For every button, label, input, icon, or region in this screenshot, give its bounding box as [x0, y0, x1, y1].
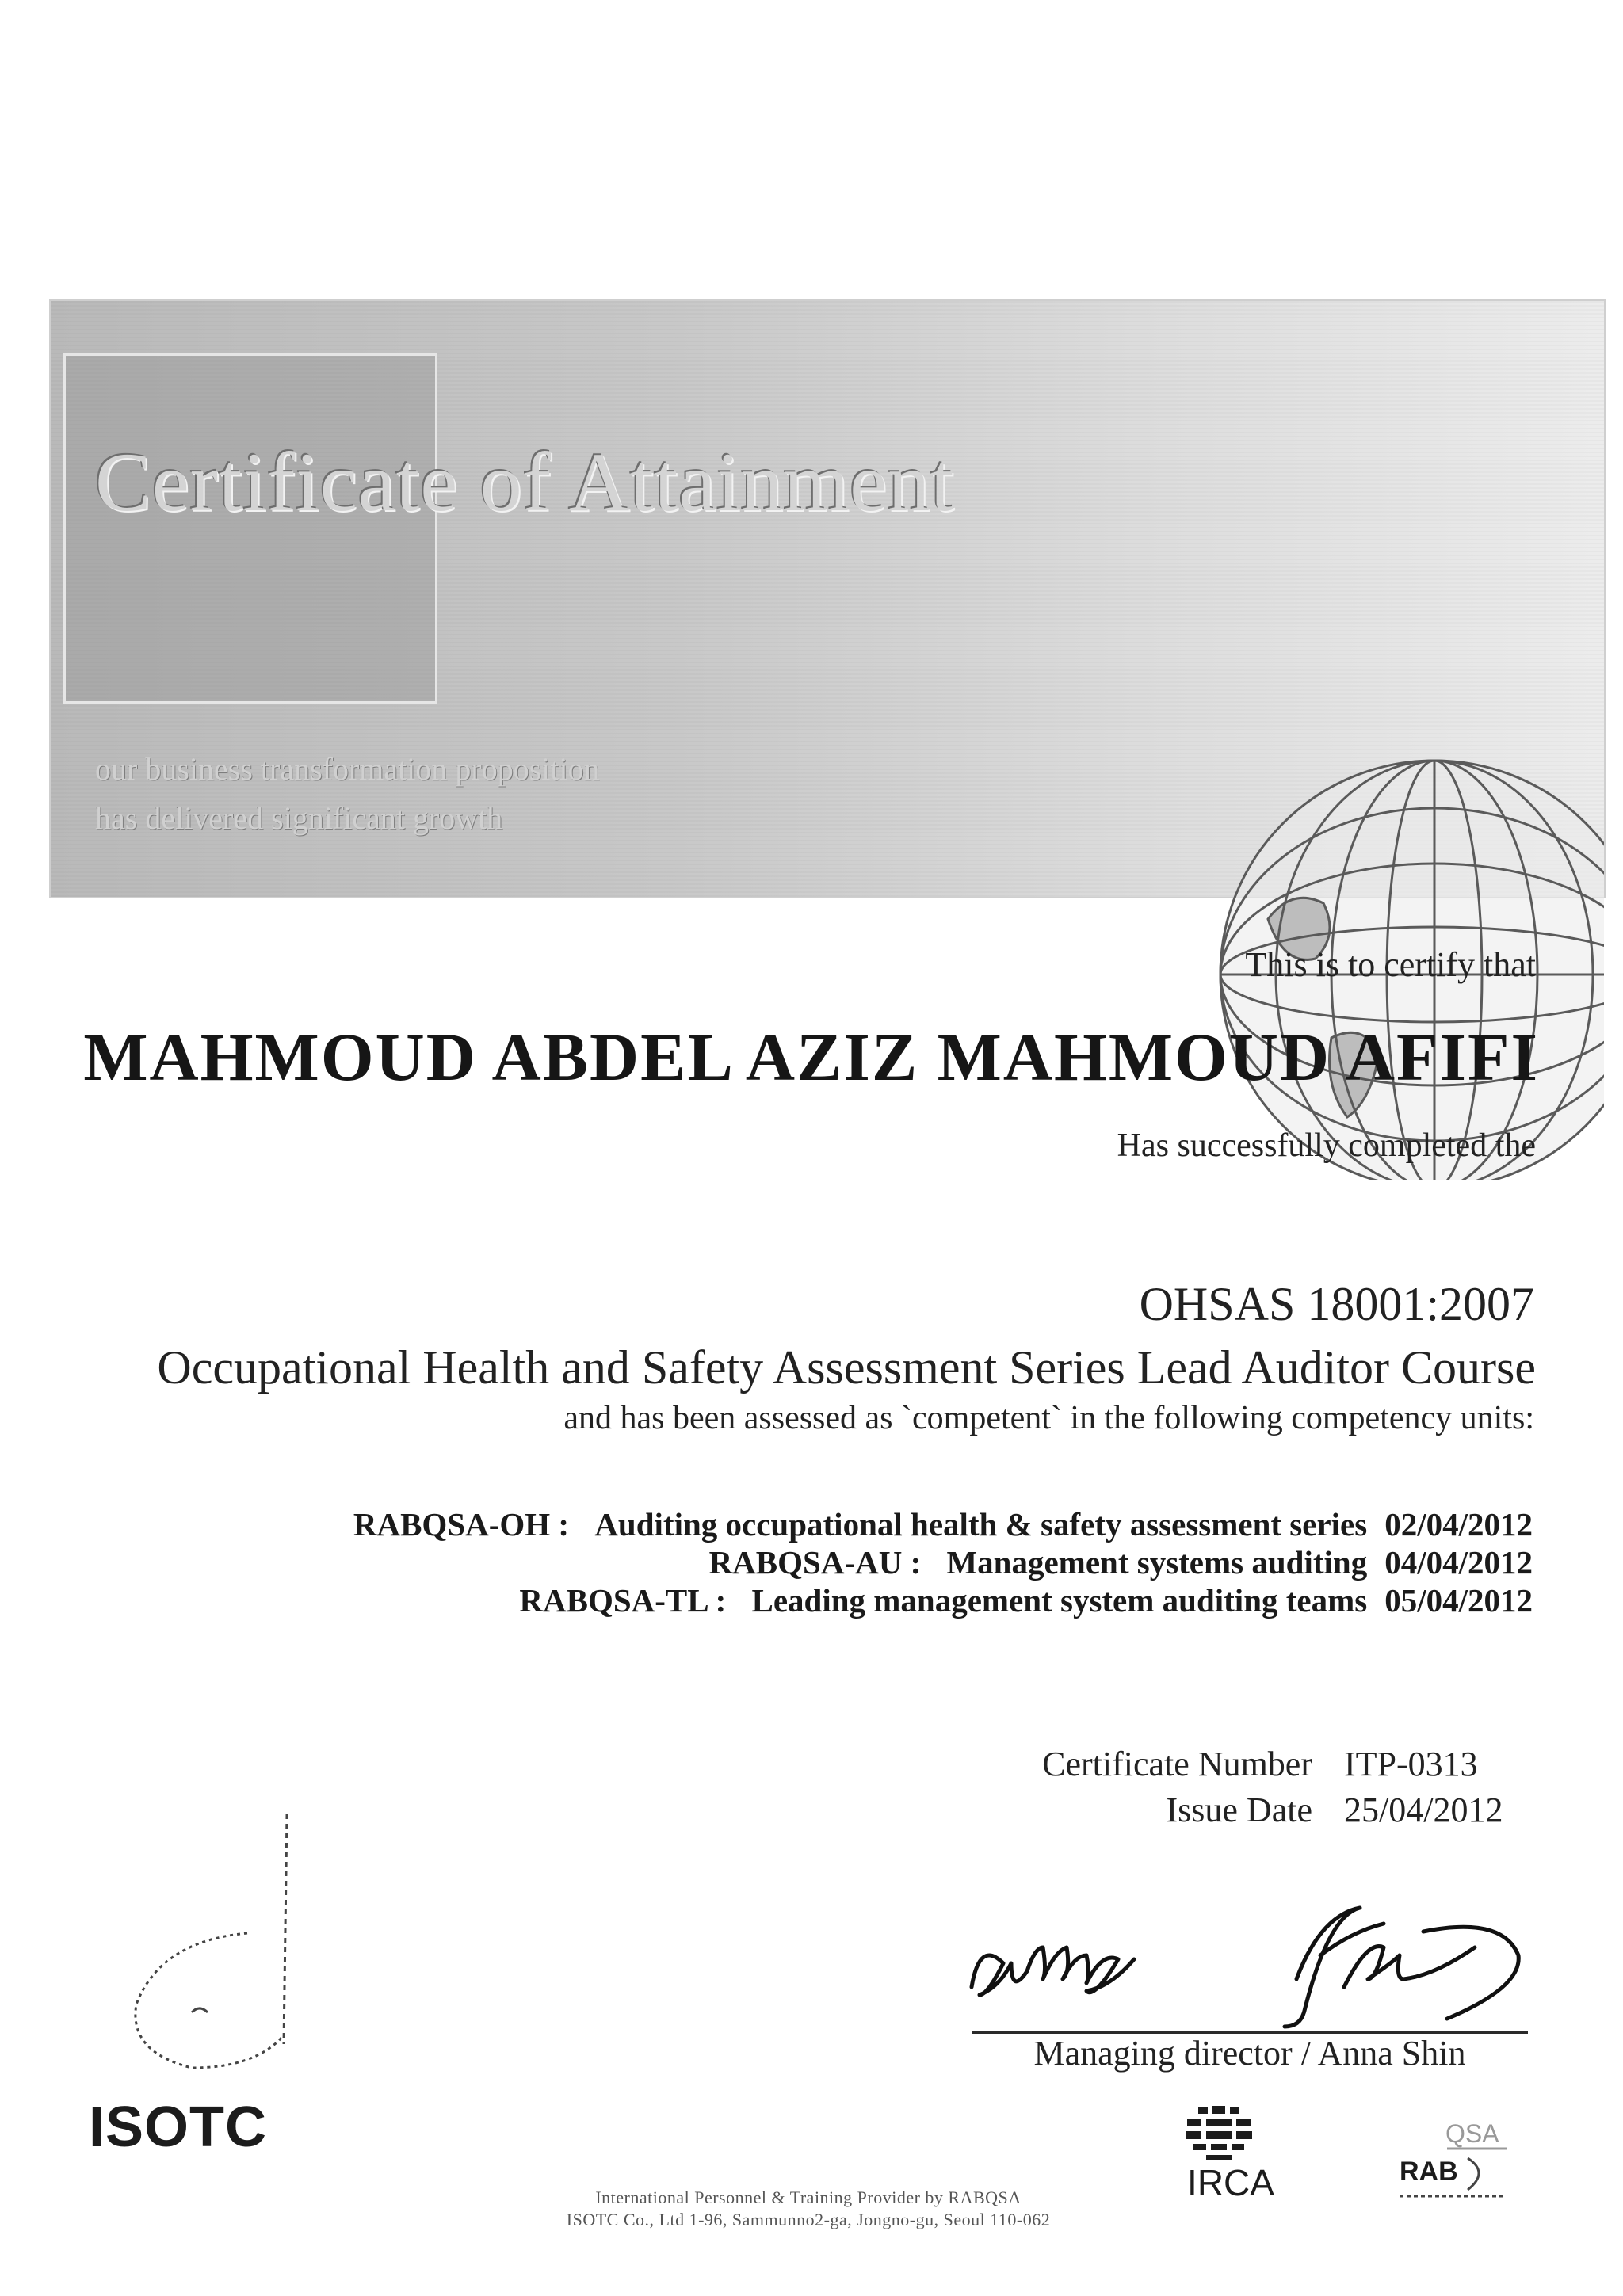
- certificate-banner: [49, 299, 1606, 898]
- rab-qsa-logo-icon: [1388, 2117, 1531, 2204]
- completed-line: Has successfully completed the: [1117, 1127, 1536, 1164]
- footer-line1: International Personnel & Training Provider by RABQSA: [595, 2187, 1022, 2207]
- unit-code: RABQSA-AU: [708, 1544, 903, 1581]
- certify-line: This is to certify that: [1245, 945, 1536, 984]
- issue-date: 25/04/2012: [1344, 1791, 1503, 1829]
- issuer-footer: [444, 2187, 1173, 2231]
- qsa-text: QSA: [1445, 2119, 1499, 2148]
- certificate-meta: [1005, 1741, 1503, 1833]
- unit-date: 05/04/2012: [1384, 1582, 1533, 1619]
- banner-title: Certificate of Attainment: [95, 436, 955, 528]
- assessed-line: and has been assessed as `competent` in the following competency units:: [563, 1400, 1534, 1436]
- unit-code: RABQSA-OH: [353, 1506, 551, 1543]
- unit-code: RABQSA-TL: [519, 1582, 708, 1619]
- isotc-logo-icon: [97, 1806, 303, 2092]
- unit-date: 02/04/2012: [1384, 1506, 1533, 1543]
- certificate-number-row: [1005, 1741, 1503, 1787]
- competency-unit-row: RABQSA-AU : Management systems auditing 04/04/2012: [708, 1544, 1533, 1581]
- banner-subtitle: [95, 745, 600, 843]
- irca-logo-icon: [1165, 2104, 1276, 2164]
- unit-description: Auditing occupational health & safety assessment series: [594, 1506, 1368, 1543]
- unit-description: Management systems auditing: [946, 1544, 1368, 1581]
- rab-text: RAB: [1400, 2157, 1458, 2187]
- recipient-name: MAHMOUD ABDEL AZIZ MAHMOUD AFIFI: [83, 1019, 1539, 1095]
- isotc-name: ISOTC: [89, 2096, 268, 2159]
- competency-units: [353, 1505, 1533, 1619]
- course-name: Occupational Health and Safety Assessment Series Lead Auditor Course: [157, 1341, 1536, 1394]
- unit-description: Leading management system auditing teams: [751, 1582, 1368, 1619]
- unit-date: 04/04/2012: [1384, 1544, 1533, 1581]
- competency-unit-row: RABQSA-TL : Leading management system auditing teams 05/04/2012: [519, 1582, 1533, 1619]
- standard-code: OHSAS 18001:2007: [1139, 1278, 1534, 1330]
- issue-date-row: [1005, 1787, 1503, 1833]
- banner-subtitle-line1: our business transformation proposition: [95, 751, 600, 787]
- banner-subtitle-line2: has delivered significant growth: [95, 800, 503, 836]
- certificate-number: ITP-0313: [1344, 1745, 1478, 1783]
- signatory: Managing director / Anna Shin: [1033, 2034, 1466, 2073]
- irca-label: IRCA: [1187, 2162, 1274, 2203]
- competency-unit-row: RABQSA-OH : Auditing occupational health & safety assessment series 02/04/2012: [353, 1506, 1533, 1543]
- issue-date-label: Issue Date: [1166, 1791, 1312, 1829]
- certificate-number-label: Certificate Number: [1042, 1745, 1312, 1783]
- footer-line2: ISOTC Co., Ltd 1-96, Sammunno2-ga, Jongno-gu, Seoul 110-062: [566, 2210, 1051, 2229]
- signature-image: [948, 1900, 1550, 2035]
